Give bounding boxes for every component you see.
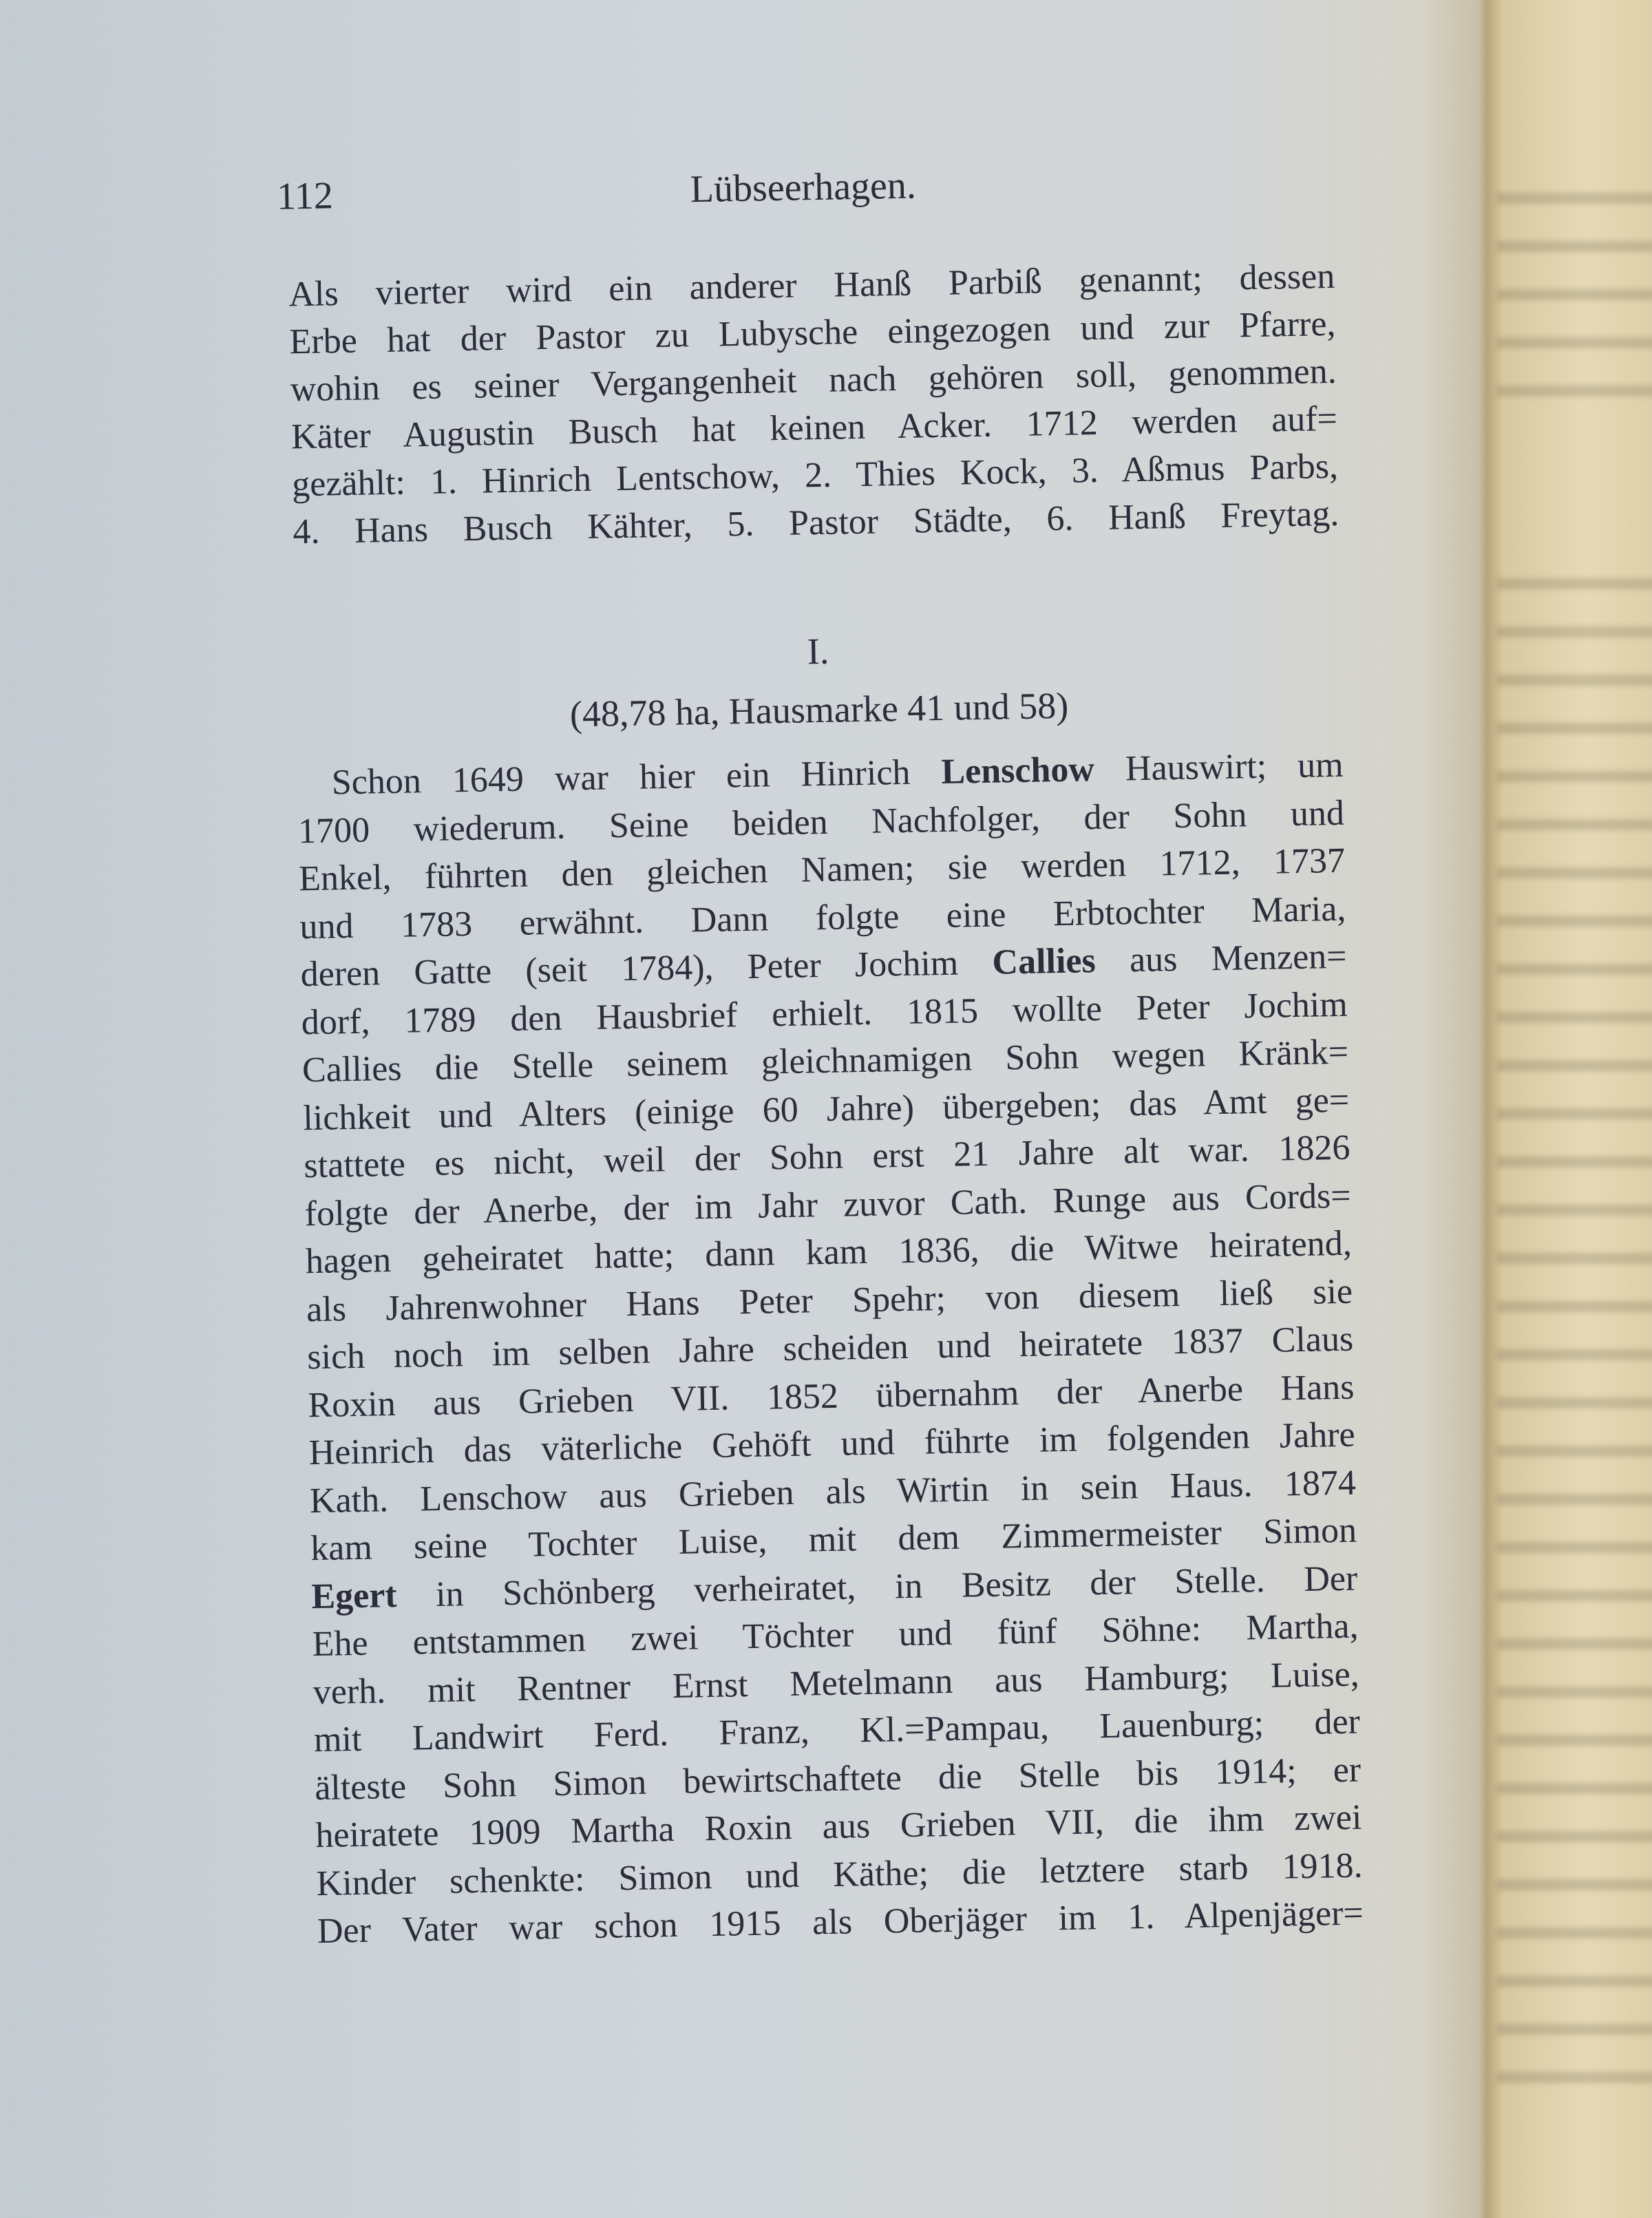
illegible-text-line	[1497, 337, 1652, 348]
text-line: gezählt: 1. Hinrich Lentschow, 2. Thies Kock, 3. Aßmus Parbs,	[291, 446, 1339, 505]
book-page-right-edge	[1490, 0, 1652, 2204]
page-header	[276, 156, 1330, 223]
text-line: 4. Hans Busch Kähter, 5. Pastor Städte, 6. Hanß Freytag.	[292, 494, 1339, 552]
illegible-text-line	[1497, 1638, 1652, 1649]
illegible-text-line	[1497, 1687, 1652, 1698]
text-line: stattete es nicht, weil der Sohn erst 21 Jahre alt war. 1826	[304, 1128, 1351, 1186]
illegible-text-line	[1497, 1012, 1652, 1023]
text-line: sich noch im selben Jahre scheiden und heiratete 1837 Claus	[306, 1319, 1354, 1377]
illegible-text-line	[1497, 1108, 1652, 1119]
illegible-text-line	[1497, 916, 1652, 927]
illegible-text-line	[1497, 1446, 1652, 1457]
text-line: Kinder schenkte: Simon und Käthe; die letztere starb 1918.	[316, 1846, 1363, 1903]
page-number: 112	[276, 174, 334, 218]
bold-surname: Callies	[992, 941, 1097, 982]
illegible-text-line	[1497, 1831, 1652, 1842]
text-line: heiratete 1909 Martha Roxin aus Grieben VII, die ihm zwei	[315, 1797, 1362, 1856]
illegible-text-line	[1497, 1349, 1652, 1360]
illegible-text-line	[1497, 2072, 1652, 2083]
text-line: mit Landwirt Ferd. Franz, Kl.=Pampau, Lauenburg; der	[313, 1702, 1361, 1760]
text-line: und 1783 erwähnt. Dann folgte eine Erbtochter Maria,	[299, 889, 1346, 947]
illegible-text-line	[1497, 1590, 1652, 1601]
text-line: Kath. Lenschow aus Grieben als Wirtin in sein Haus. 1874	[309, 1463, 1357, 1521]
illegible-text-line	[1497, 193, 1652, 204]
text-line: verh. mit Rentner Ernst Metelmann aus Hamburg; Luise,	[313, 1654, 1360, 1712]
illegible-text-line	[1497, 1060, 1652, 1071]
text-line: Der Vater war schon 1915 als Oberjäger im 1. Alpenjäger=	[317, 1893, 1364, 1952]
text-line: 1700 wiederum. Seine beiden Nachfolger, der Sohn und	[297, 793, 1345, 851]
text-line: als Jahrenwohner Hans Peter Spehr; von diesem ließ sie	[306, 1271, 1353, 1329]
illegible-text-line	[1497, 867, 1652, 878]
illegible-text-line	[1497, 675, 1652, 686]
illegible-text-line	[1497, 626, 1652, 637]
illegible-text-line	[1497, 723, 1652, 734]
text-line: Käter Augustin Busch hat keinen Acker. 1712 werden auf=	[290, 399, 1338, 457]
text-line: Als vierter wird ein anderer Hanß Parbiß genannt; dessen	[288, 256, 1335, 315]
illegible-text-line	[1497, 1494, 1652, 1505]
illegible-text-line	[1497, 1783, 1652, 1794]
illegible-text-line	[1497, 385, 1652, 397]
illegible-text-line	[1497, 1879, 1652, 1890]
illegible-text-line	[1497, 1253, 1652, 1264]
illegible-text-line	[1497, 1156, 1652, 1168]
text-line: Schon 1649 war hier ein Hinrich Lenschow Hauswirt; um	[331, 745, 1344, 803]
section-subtitle: (48,78 ha, Hausmarke 41 und 58)	[569, 684, 1069, 735]
illegible-text-line	[1497, 1397, 1652, 1408]
text-line: Erbe hat der Pastor zu Lubysche eingezogen und zur Pfarre,	[289, 304, 1336, 362]
illegible-text-line	[1497, 241, 1652, 252]
text-line: deren Gatte (seit 1784), Peter Jochim Callies aus Menzen=	[300, 936, 1347, 995]
text-line: kam seine Tochter Luise, mit dem Zimmermeister Simon	[310, 1510, 1357, 1569]
illegible-text-line	[1497, 819, 1652, 830]
section-numeral: I.	[807, 630, 829, 673]
illegible-text-line	[1497, 964, 1652, 975]
text-line: folgte der Anerbe, der im Jahr zuvor Cath. Runge aus Cords=	[304, 1176, 1351, 1234]
illegible-text-line	[1497, 1205, 1652, 1216]
illegible-text-line	[1497, 771, 1652, 782]
illegible-text-line	[1497, 1301, 1652, 1312]
illegible-text-line	[1497, 1976, 1652, 1987]
bold-surname: Lenschow	[940, 750, 1095, 792]
text-line: Ehe entstammen zwei Töchter und fünf Söhne: Martha,	[312, 1606, 1359, 1665]
illegible-text-line	[1497, 578, 1652, 589]
illegible-text-line	[1497, 2024, 1652, 2035]
text-line: älteste Sohn Simon bewirtschaftete die Stelle bis 1914; er	[314, 1750, 1362, 1808]
text-line: wohin es seiner Vergangenheit nach gehören soll, genommen.	[290, 351, 1337, 410]
text-line: Enkel, führten den gleichen Namen; sie werden 1712, 1737	[298, 841, 1346, 899]
text-line: lichkeit und Alters (einige 60 Jahre) übergeben; das Amt ge=	[302, 1080, 1350, 1138]
text-line: Egert in Schönberg verheiratet, in Besitz der Stelle. Der	[310, 1559, 1358, 1616]
illegible-text-line	[1497, 1735, 1652, 1746]
illegible-text-line	[1497, 1542, 1652, 1553]
illegible-text-line	[1497, 1927, 1652, 1939]
bold-surname: Egert	[310, 1575, 398, 1616]
running-title: Lübseerhagen.	[690, 164, 917, 211]
text-line: hagen geheiratet hatte; dann kam 1836, die Witwe heiratend,	[305, 1223, 1353, 1282]
text-line: Roxin aus Grieben VII. 1852 übernahm der Anerbe Hans	[308, 1367, 1355, 1425]
illegible-text-line	[1497, 289, 1652, 300]
text-line: dorf, 1789 den Hausbrief erhielt. 1815 wollte Peter Jochim	[301, 984, 1348, 1042]
text-line: Callies die Stelle seinem gleichnamigen Sohn wegen Kränk=	[301, 1032, 1349, 1090]
text-line: Heinrich das väterliche Gehöft und führte im folgenden Jahre	[308, 1415, 1356, 1473]
